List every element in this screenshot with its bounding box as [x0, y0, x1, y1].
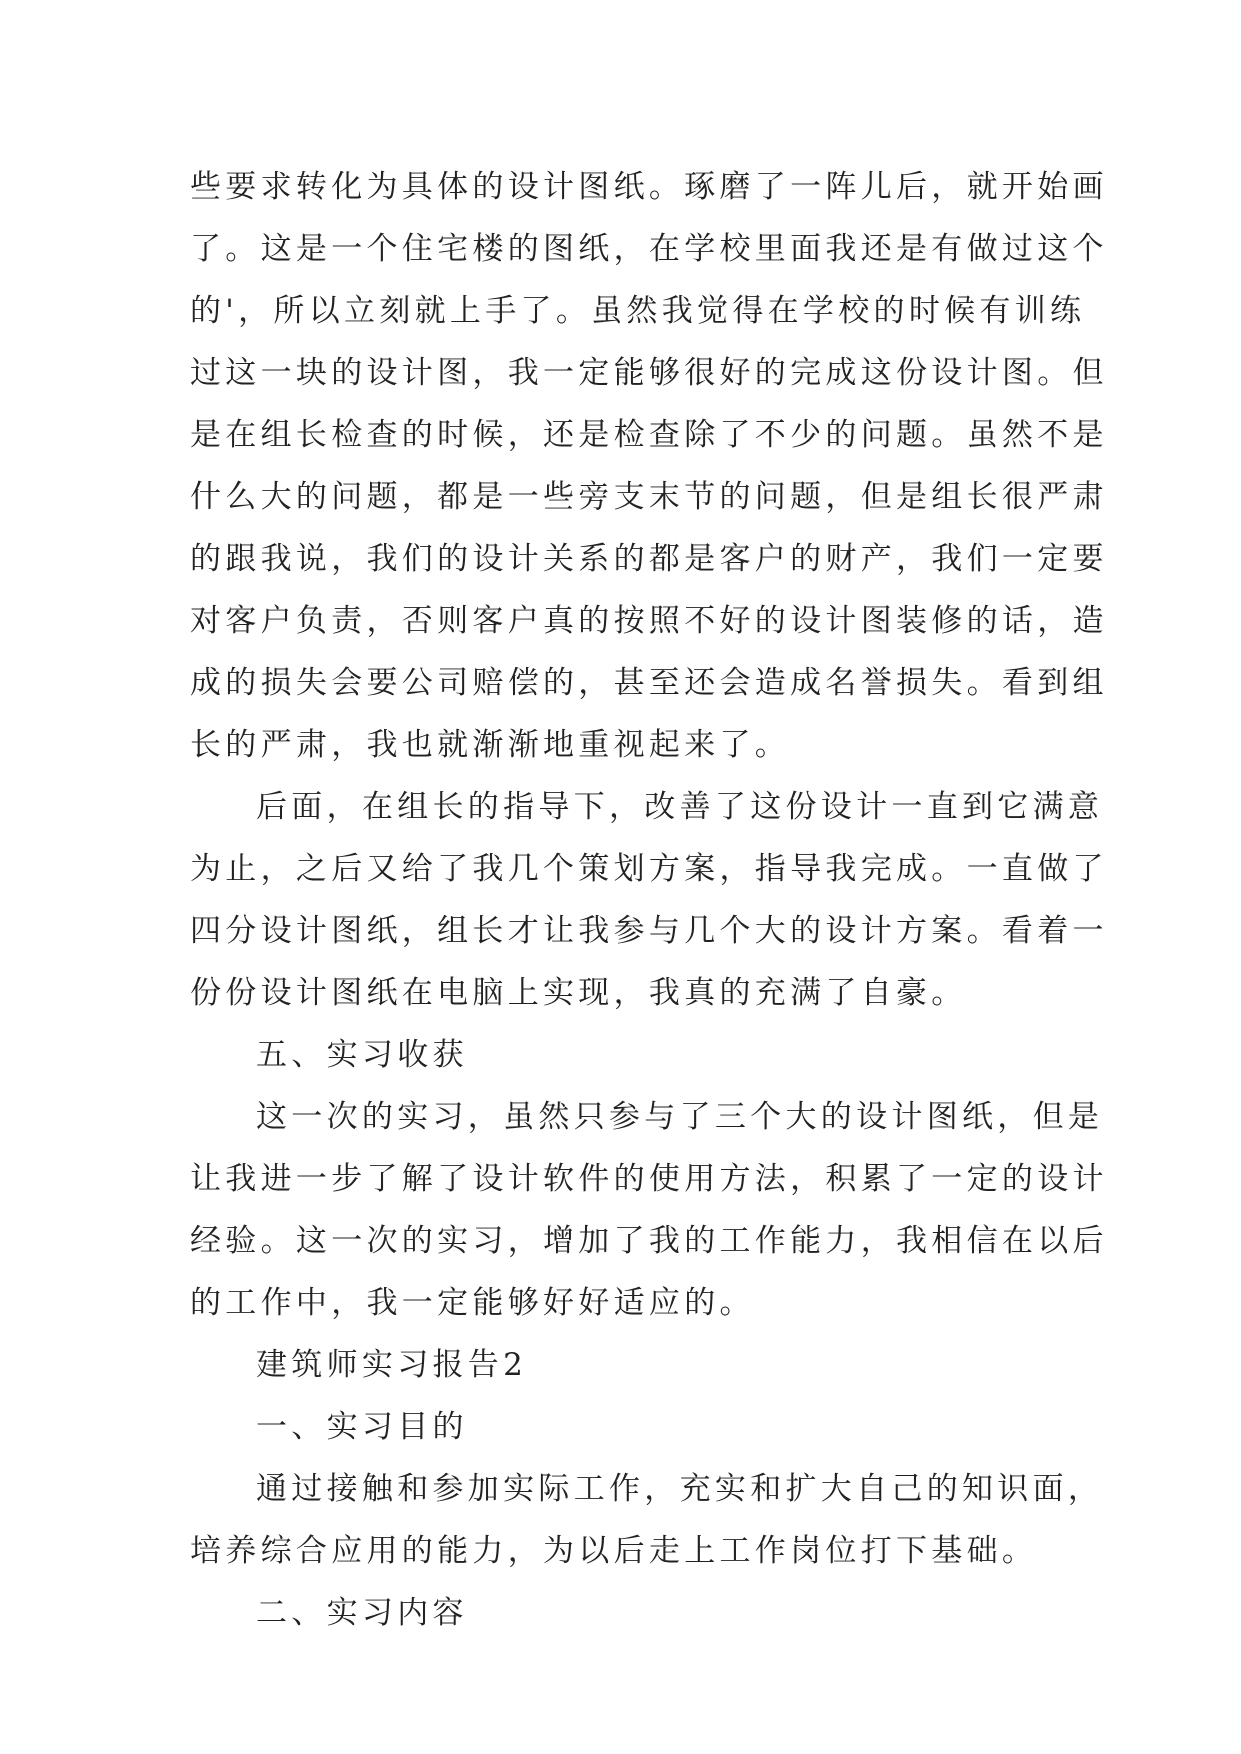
section-heading: 一、实习目的	[256, 1409, 468, 1445]
report-title: 建筑师实习报告2	[256, 1347, 528, 1383]
body-line: 培养综合应用的能力，为以后走上工作岗位打下基础。	[190, 1533, 1038, 1569]
paragraph-first-line: 后面，在组长的指导下，改善了这份设计一直到它满意	[256, 789, 1104, 825]
body-line: 份份设计图纸在电脑上实现，我真的充满了自豪。	[190, 975, 967, 1011]
body-line: 为止，之后又给了我几个策划方案，指导我完成。一直做了	[190, 851, 1108, 887]
body-line: 成的损失会要公司赔偿的，甚至还会造成名誉损失。看到组	[190, 665, 1108, 701]
body-line: 对客户负责，否则客户真的按照不好的设计图装修的话，造	[190, 603, 1108, 639]
body-line: 了。这是一个住宅楼的图纸，在学校里面我还是有做过这个	[190, 231, 1108, 267]
body-line: 什么大的问题，都是一些旁支末节的问题，但是组长很严肃	[190, 479, 1108, 515]
body-line: 些要求转化为具体的设计图纸。琢磨了一阵儿后，就开始画	[190, 169, 1108, 205]
body-line: 的工作中，我一定能够好好适应的。	[190, 1285, 755, 1321]
paragraph-first-line: 通过接触和参加实际工作，充实和扩大自己的知识面，	[256, 1471, 1104, 1507]
body-line: 是在组长检查的时候，还是检查除了不少的问题。虽然不是	[190, 417, 1108, 453]
body-line: 的跟我说，我们的设计关系的都是客户的财产，我们一定要	[190, 541, 1108, 577]
body-line: 让我进一步了解了设计软件的使用方法，积累了一定的设计	[190, 1161, 1108, 1197]
paragraph-first-line: 这一次的实习，虽然只参与了三个大的设计图纸，但是	[256, 1099, 1104, 1135]
body-line: 过这一块的设计图，我一定能够很好的完成这份设计图。但	[190, 355, 1108, 391]
body-line: 的'，所以立刻就上手了。虽然我觉得在学校的时候有训练	[190, 293, 1086, 329]
section-heading: 二、实习内容	[256, 1595, 468, 1631]
body-line: 经验。这一次的实习，增加了我的工作能力，我相信在以后	[190, 1223, 1108, 1259]
body-line: 四分设计图纸，组长才让我参与几个大的设计方案。看着一	[190, 913, 1108, 949]
document-body	[190, 156, 1108, 1644]
section-heading: 五、实习收获	[256, 1037, 468, 1073]
body-line: 长的严肃，我也就渐渐地重视起来了。	[190, 727, 791, 763]
